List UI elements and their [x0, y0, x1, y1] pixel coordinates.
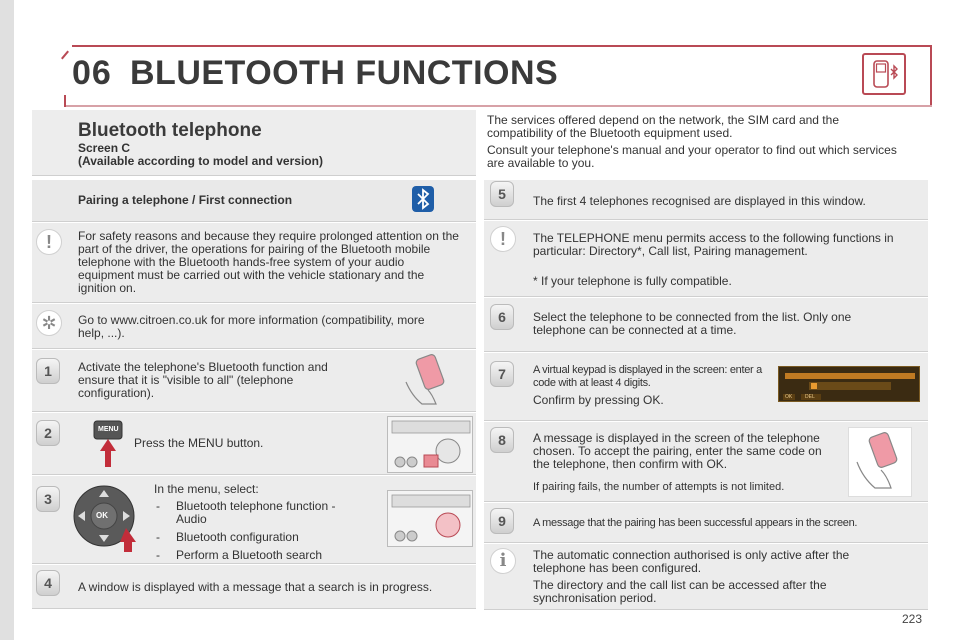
step6-text: Select the telephone to be connected from the list. Only one telephone can be connected at a time. — [533, 310, 852, 337]
auto-connection-text: The automatic connection authorised is only active after the telephone has been configured. — [533, 548, 850, 575]
step9-text: A message that the pairing has been successful appears in the screen. — [533, 517, 858, 529]
menu-option: - Bluetooth telephone function - Audio — [154, 500, 364, 526]
telephone-menu-text: The TELEPHONE menu permits access to the following functions in particular: Directory*, Call list, Pairing management. — [533, 231, 894, 258]
step7-confirm: Confirm by pressing OK. — [533, 393, 664, 407]
warning-icon: ! — [490, 226, 516, 252]
menu-options-list — [154, 500, 364, 567]
menu-key-label: MENU — [98, 426, 119, 433]
step8-note: If pairing fails, the number of attempts is not limited. — [533, 481, 785, 493]
frame-line-top — [72, 45, 932, 47]
step-number-1: 1 — [36, 358, 60, 384]
step-number-8: 8 — [490, 427, 514, 453]
page-edge-tab — [0, 0, 14, 640]
availability-note: (Available according to model and version) — [78, 154, 323, 168]
step-number-9: 9 — [490, 508, 514, 534]
services-text: The services offered depend on the network, the SIM card and the compatibility of the Bluetooth equipment used. — [487, 113, 839, 140]
pairing-title: Pairing a telephone / First connection — [78, 193, 293, 207]
step4-text: A window is displayed with a message that a search is in progress. — [78, 580, 433, 594]
step3-intro: In the menu, select: — [154, 482, 259, 496]
step2-text: Press the MENU button. — [134, 436, 264, 450]
step-number-3: 3 — [36, 486, 60, 512]
step1-text: Activate the telephone's Bluetooth function and ensure that it is "visible to all" (telephone configuration). — [78, 360, 328, 400]
directory-sync-text: The directory and the call list can be accessed after the synchronisation period. — [533, 578, 827, 605]
warning-icon: ! — [36, 229, 62, 255]
ok-dial-icon — [70, 480, 142, 552]
menu-option: - Bluetooth configuration — [154, 531, 364, 544]
safety-text: For safety reasons and because they require prolonged attention on the part of the driver, the operations for pairing of the Bluetooth mobile telephone with the Bluetooth hands-free system of your audio equipment must be carried out with the vehicle stationary and the ignition on. — [78, 229, 459, 295]
bluetooth-icon — [412, 186, 434, 212]
frame-line-corner — [61, 51, 69, 60]
page-title: BLUETOOTH FUNCTIONS — [130, 54, 559, 92]
step-number-4: 4 — [36, 570, 60, 596]
step-number-6: 6 — [490, 304, 514, 330]
frame-line-right — [930, 45, 932, 105]
hand-phone-icon — [848, 427, 912, 497]
radio-unit-image — [387, 490, 473, 547]
phone-bluetooth-icon — [862, 53, 906, 95]
step-number-7: 7 — [490, 361, 514, 387]
step-number-2: 2 — [36, 420, 60, 446]
gear-icon: ✲ — [36, 310, 62, 336]
screen-label: Screen C — [78, 141, 131, 155]
page-number: 223 — [902, 612, 923, 626]
keypad-ok-label: OK — [785, 394, 793, 400]
website-text: Go to www.citroen.co.uk for more information (compatibility, more help, ...). — [78, 313, 425, 340]
chapter-number: 06 — [72, 54, 112, 92]
radio-unit-image — [387, 416, 473, 473]
compatibility-footnote: * If your telephone is fully compatible. — [533, 274, 732, 288]
menu-button-icon — [92, 417, 128, 471]
virtual-keypad-screen — [778, 366, 920, 402]
step7-text: A virtual keypad is displayed in the screen: enter a code with at least 4 digits. — [533, 364, 762, 389]
section-heading: Bluetooth telephone — [78, 120, 262, 141]
menu-option: - Perform a Bluetooth search — [154, 549, 364, 562]
ok-key-label: OK — [96, 511, 108, 520]
step-number-5: 5 — [490, 181, 514, 207]
keypad-del-label: DEL — [805, 394, 815, 400]
step8-text: A message is displayed in the screen of the telephone chosen. To accept the pairing, enter the same code on the telephone, then confirm with OK. — [533, 431, 822, 471]
hand-phone-icon — [398, 352, 458, 410]
services-manual-text: Consult your telephone's manual and your operator to find out which services are available to you. — [487, 143, 897, 170]
step5-text: The first 4 telephones recognised are displayed in this window. — [533, 194, 866, 208]
info-icon: i — [490, 548, 516, 574]
frame-line-bottom — [66, 105, 932, 107]
